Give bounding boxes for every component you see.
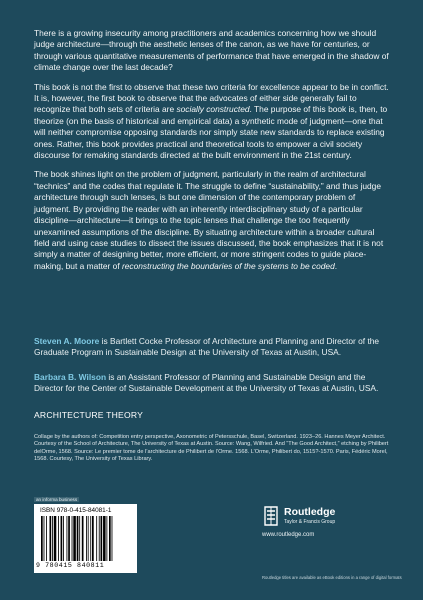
author-bio-text: is Bartlett Cocke Professor of Architecture and Planning and Director of the Graduate Program in Sustainable Design at the University of Texas at Austin, USA. [34, 336, 380, 358]
publisher-name: Routledge [284, 506, 336, 518]
blurb-paragraph-3 [34, 169, 390, 272]
author-name: Barbara B. Wilson [34, 372, 107, 382]
blurb-p2-text-b: . The purpose of this book is, then, to theorize (on the basis of historical and empirical data) a synthetic mode of judgment—one that will neither compromise opposing standards nor simply state new standards to replace existing ones. Rather, this book provides practical and theoretical tools to empower a civil society discourse for remaking standards directed at the built environment in the 21st century. [34, 104, 388, 161]
informa-label: an informa business [36, 497, 78, 502]
blurb-p2-emphasis: socially constructed [176, 104, 250, 115]
ebook-note: Routledge titles are available as eBook editions in a range of digital formats [262, 575, 402, 580]
isbn-label: ISBN 978-0-415-84081-1 [40, 507, 112, 514]
author-bio-1 [34, 336, 390, 359]
blurb-paragraph-1: There is a growing insecurity among practitioners and academics concerning how we should judge architecture—through the aesthetic lenses of the canon, as we have for centuries, or through various quantitative measurements of performance that have emerged in the shadow of climate change over the last decade? [34, 28, 389, 73]
blurb-paragraph-2 [34, 82, 390, 162]
barcode-number: 9 780415 840811 [36, 562, 105, 569]
author-name: Steven A. Moore [34, 336, 100, 346]
blurb-p3-text-b: . [334, 260, 338, 271]
blurb-p3-text-a: The book shines light on the problem of judgment, particularly in the realm of architectural “technics” and the codes that regulate it. The struggle to define “sustainability,” and thus judge architecture through such lenses, is but one dimension of the contemporary problem of judgment. By providing the reader with an inherently interdisciplinary study of a particular discipline—architecture—it brings to the topic lenses that challenge the too frequently unexamined assumptions of the discipline. By situating architecture within a broader cultural field and using case studies to dissect the issues discussed, the book emphasizes that it is not simply a matter of designing better, more efficient, or more stringent codes to guide place-making, but a matter of [34, 169, 384, 271]
blurb [34, 28, 390, 280]
publisher-url: www.routledge.com [262, 532, 315, 538]
cover-image-credits: Collage by the authors of: Competition entry perspective, Axonometric of Petersschule, Basel, Switzerland. 1923–26. Hannes Meyer Architect. Courtesy of the School of Architecture, The University of Texas at Austin. Source: Wang, Wilfried. And “The Good Architect,” etching by Philibert delOrme, 1568. Source: Le premier tome de l’architecture de Philibert de l’Orme. 1568. L’Orme, Philibert do, 1515?-1570. Paris, Fédéric Morel, 1568. Courtesy, The University of Texas Library. [34, 434, 389, 463]
routledge-logo-icon [262, 505, 280, 527]
blurb-p3-emphasis: reconstructing the boundaries of the systems to be coded [121, 260, 335, 271]
author-bio-2 [34, 372, 390, 395]
author-bio-text: is an Assistant Professor of Planning and Sustainable Design and the Director for the Center of Sustainable Development at the University of Texas at Austin, USA. [34, 372, 379, 394]
blurb-p2-text-a: This book is not the first to observe that these two criteria for excellence appear to be in conflict. It is, however, the first book to observe that the advocates of either side generally fail to recognize that both sets of criteria are [34, 81, 389, 115]
publisher-subtitle: Taylor & Francis Group [284, 519, 336, 525]
barcode-icon [40, 516, 132, 561]
subject-category: ARCHITECTURE THEORY [34, 410, 144, 420]
barcode-box [34, 504, 137, 573]
